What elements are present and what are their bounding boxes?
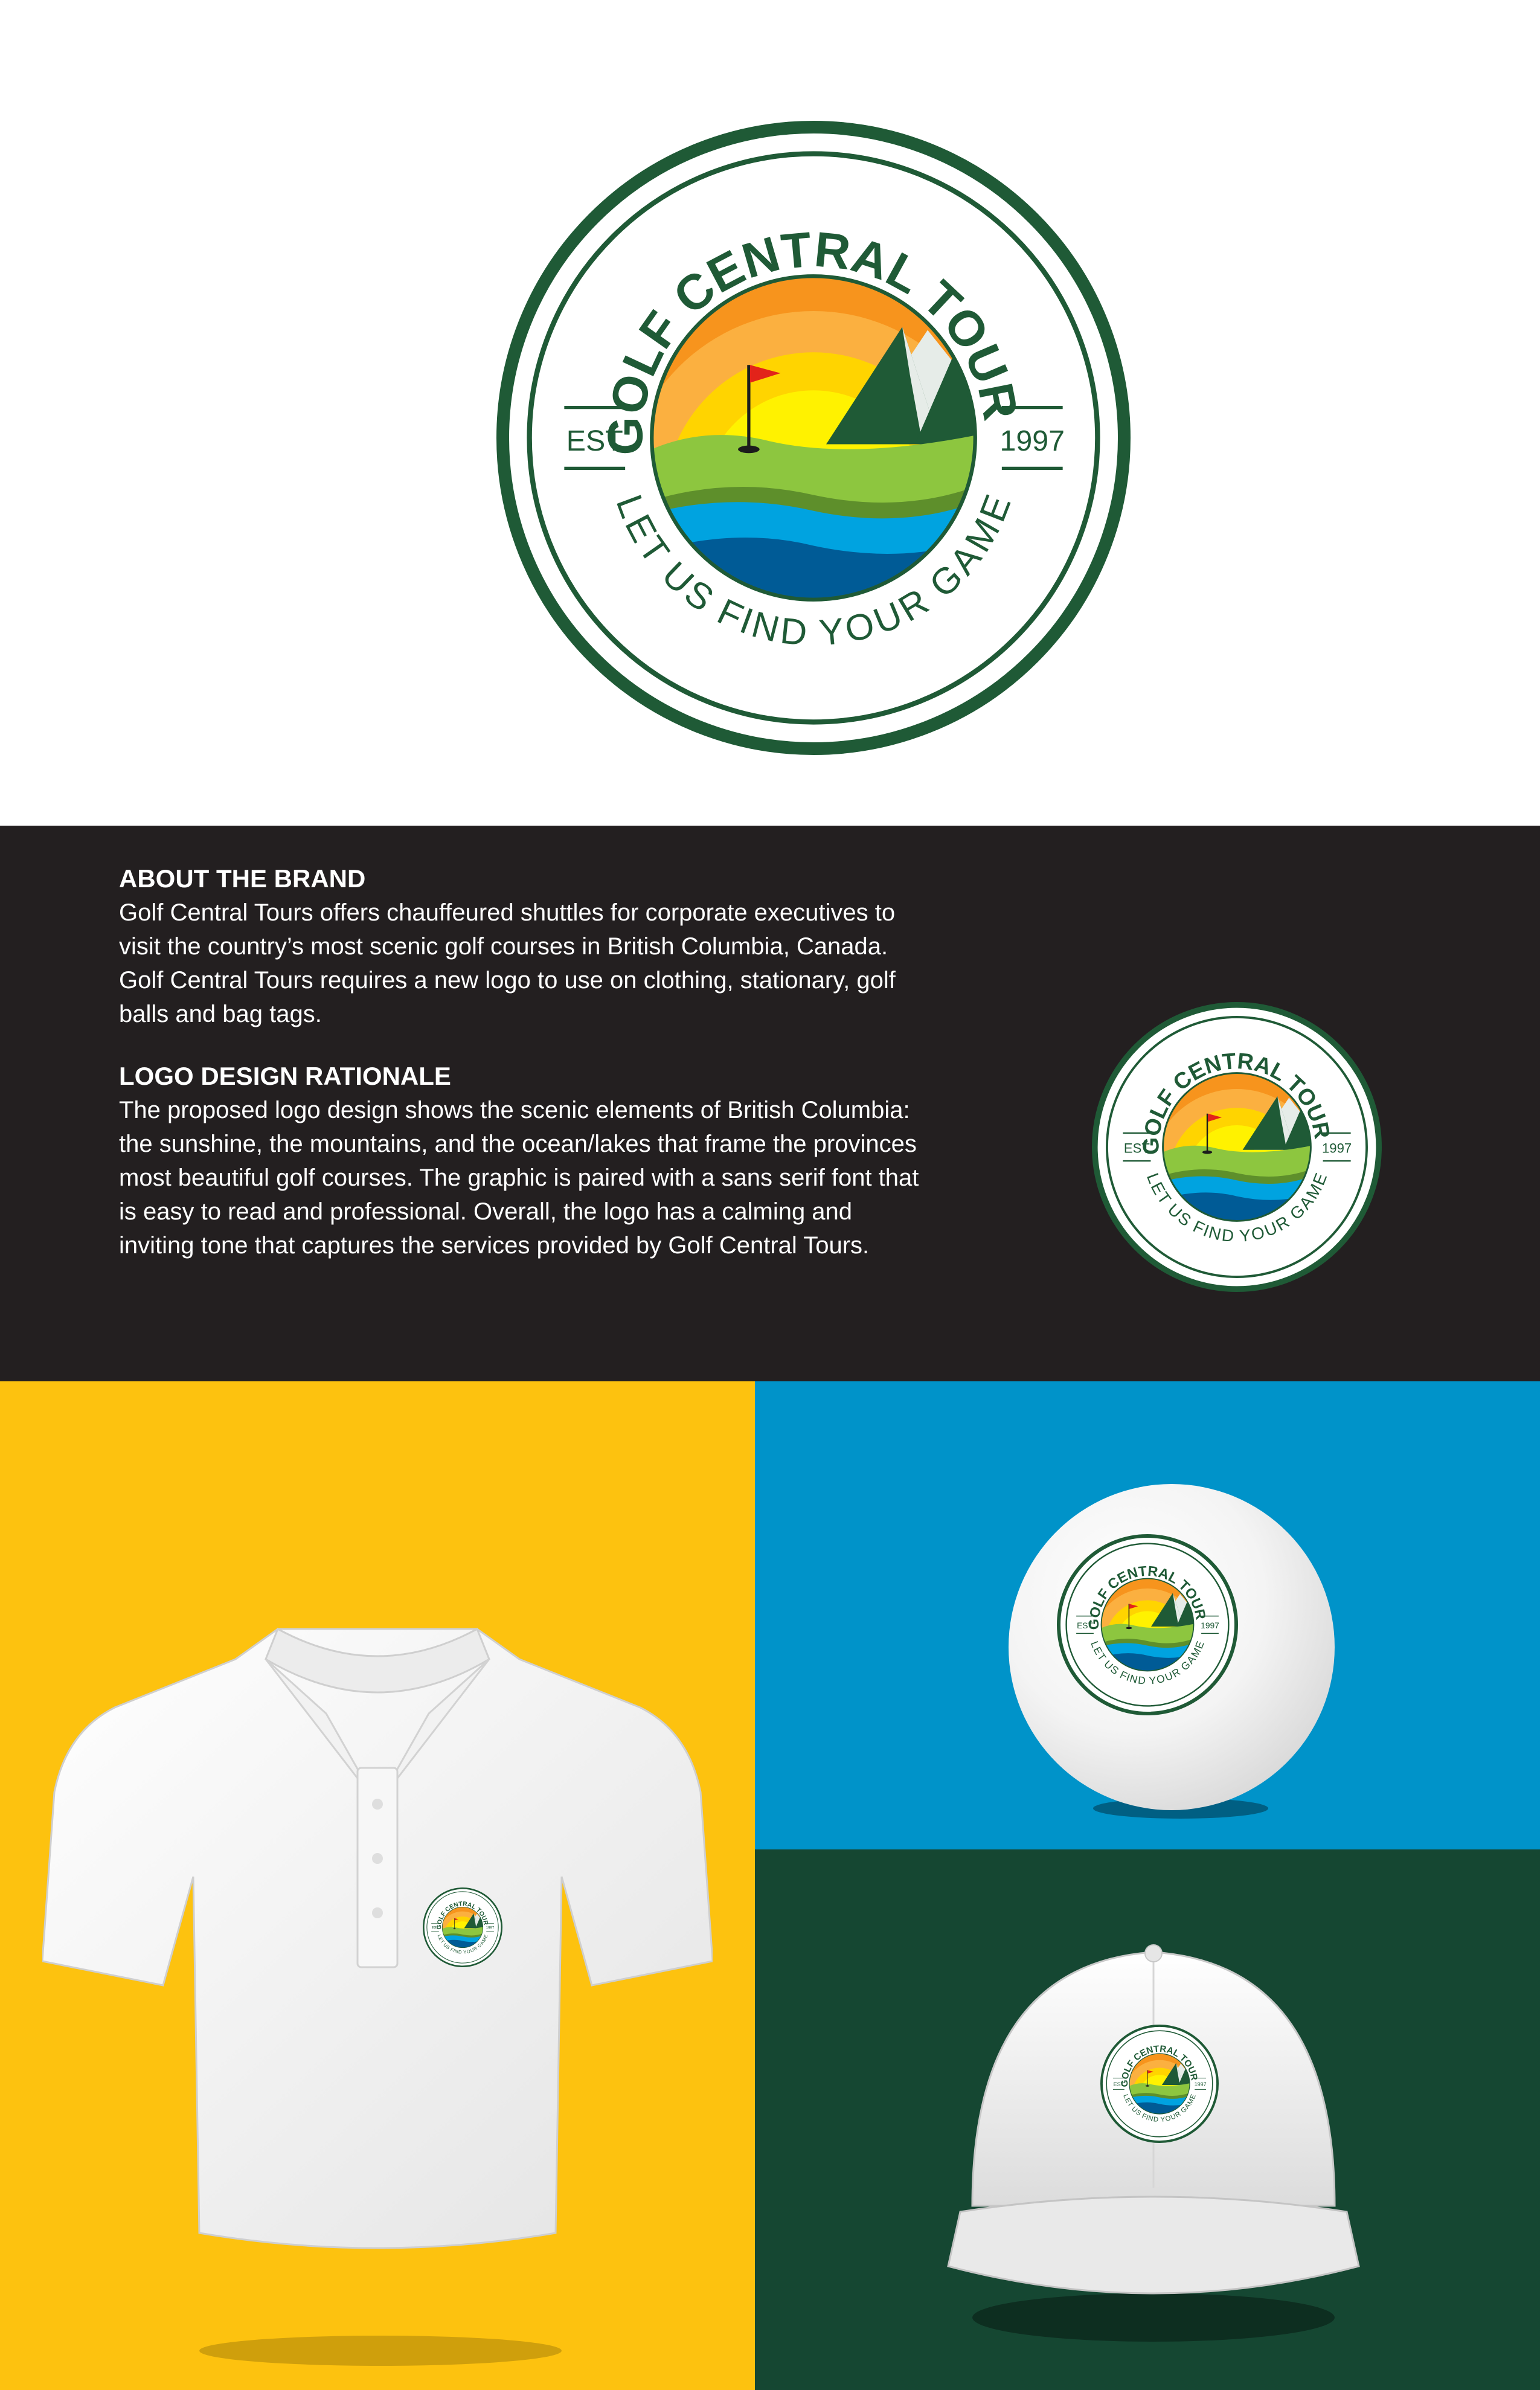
cap-logo-print xyxy=(1100,2025,1219,2143)
rationale-heading: LOGO DESIGN RATIONALE xyxy=(119,1062,451,1090)
logo-showcase xyxy=(0,0,1540,826)
brand-logo-small xyxy=(1092,1002,1382,1292)
brand-info-section xyxy=(0,826,1540,1381)
polo-shadow xyxy=(199,2336,562,2366)
polo-mockup-panel xyxy=(0,1381,755,2390)
rationale-body: The proposed logo design shows the scenic elements of British Columbia: the sunshine, the mountains, and the ocean/lakes that frame the provinces most beautiful golf courses. The graphic is paired with a sans serif font that is easy to read and professional. Overall, the logo has a calming and inviting tone that captures the services provided by Golf Central Tours. xyxy=(119,1097,919,1259)
about-body: Golf Central Tours offers chauffeured shuttles for corporate executives to visit the country’s most scenic golf courses in British Columbia, Canada. Golf Central Tours requires a new logo to use on clothing, stationary, golf balls and bag tags. xyxy=(119,899,896,1027)
polo-logo-print xyxy=(423,1887,502,1967)
golf-ball-logo-print xyxy=(1057,1534,1238,1715)
polo-shirt-icon xyxy=(42,1623,713,2263)
brand-logo xyxy=(496,121,1131,755)
about-heading: ABOUT THE BRAND xyxy=(119,864,366,893)
golf-ball-mockup-panel xyxy=(755,1381,1540,1849)
cap-mockup-panel xyxy=(755,1849,1540,2390)
